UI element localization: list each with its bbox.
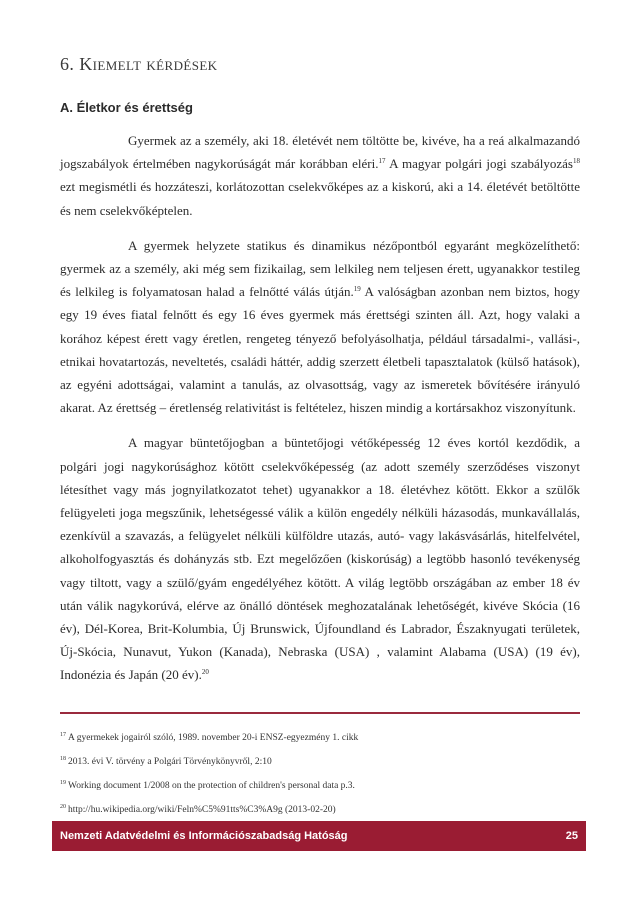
- footnote-ref-18[interactable]: 18: [573, 157, 580, 166]
- footnote-link[interactable]: http://hu.wikipedia.org/wiki/Feln%C5%91tts%C3%A9g (2013-02-20): [68, 805, 336, 815]
- chapter-title: Kiemelt kérdések: [79, 54, 218, 74]
- paragraph-1-part-1: Gyermek az a személy, aki 18. életévét nem töltötte be, kivéve, ha a reá alkalmazandó jogszabályok értelmében nagykorúságát már korábban eléri.: [60, 133, 580, 172]
- footnote-18: [60, 750, 580, 774]
- footnote-number: 17: [60, 732, 66, 738]
- paragraph-2-part-2: A valóságban azonban nem biztos, hogy egy 19 éves fiatal felnőtt és egy 16 éves gyermek más érettségi szinten áll. Azt, hogy valaki a korához képest érett vagy éretlen, rengeteg tényező befolyásolhatja, például társadalmi-, vallási-, etnikai hovatartozás, neveltetés, családi háttér, addig szerzett életbeli tapasztalatok (külső hatások), az egyéni adottságai, valamint a tanulás, az olvasottság, vagy az ismeretek bővítésére irányuló akarat. Az érettség – éretlenség relativitást is feltételez, hiszen mindig a kortársakhoz viszonyítunk.: [60, 284, 580, 416]
- footnote-ref-20[interactable]: 20: [201, 668, 209, 677]
- paragraph-2: [60, 234, 580, 420]
- footnote-number: 18: [60, 756, 66, 762]
- paragraph-3: [60, 431, 580, 686]
- paragraph-3-part-1: A magyar büntetőjogban a büntetőjogi vétőképesség 12 éves kortól kezdődik, a polgári jogi nagykorúsághoz kötött cselekvőképesség (az adott személy szerződéses viszonyt létesíthet vagy más jognyilatkozatot tehet) ugyanakkor a 18. életévhez kötött. Ekkor a szülők felügyeleti joga megszűnik, lehetségessé válik a külön engedély nélküli házasodás, munkavállalás, ezenkívül a szavazás, a felügyelet nélküli külföldre utazás, autó- vagy lakásvásárlás, hitelfelvétel, alkoholfogyasztás és dohányzás stb. Ezt megelőzően (kiskorúság) a legtöbb hasonló tevékenység vagy tiltott, vagy a szülő/gyám engedélyéhez kötött. A világ legtöbb országában az ember 18 év után válik nagykorúvá, elérve az önálló döntések meghozatalának lehetőségét, kivéve Skócia (16 év), Dél-Korea, Brit-Kolumbia, Új Brunswick, Újfoundland és Labrador, Északnyugati területek, Új-Skócia, Nunavut, Yukon (Kanada), Nebraska (USA) , valamint Alabama (USA) (19 év), Indonézia és Japán (20 év).: [60, 435, 580, 683]
- footnote-text: A gyermekek jogairól szóló, 1989. november 20-i ENSZ-egyezmény 1. cikk: [68, 733, 359, 743]
- footnote-19: [60, 774, 580, 798]
- paragraph-2-part-1: A gyermek helyzete statikus és dinamikus nézőpontból egyaránt megközelíthető: gyermek az a személy, aki még sem fizikailag, sem lelkileg nem teljesen érett, ugyanakkor testileg és lelkileg is folyamatosan halad a felnőtté válás útján.: [60, 237, 580, 300]
- chapter-heading: [60, 54, 217, 75]
- section-heading: A. Életkor és érettség: [60, 100, 193, 115]
- footnote-20: [60, 798, 580, 822]
- footnote-text: Working document 1/2008 on the protection of children's personal data p.3.: [68, 781, 355, 791]
- footnote-number: 19: [60, 780, 66, 786]
- page-number: 25: [565, 830, 578, 842]
- footnote-number: 20: [60, 804, 66, 810]
- footnote-ref-19[interactable]: 19: [353, 285, 361, 294]
- footer-organization: Nemzeti Adatvédelmi és Információszabadság Hatóság: [60, 830, 348, 842]
- body-text: [60, 129, 580, 699]
- paragraph-1-part-3: ezt megismétli és hozzáteszi, korlátozottan cselekvőképes az a kiskorú, aki a 14. életévét betöltötte és nem cselekvőképtelen.: [60, 179, 580, 218]
- paragraph-1-part-2: A magyar polgári jogi szabályozás: [385, 156, 573, 172]
- footnotes: [60, 726, 580, 822]
- footnote-text: 2013. évi V. törvény a Polgári Törvénykönyvről, 2:10: [68, 757, 272, 767]
- paragraph-1: [60, 129, 580, 222]
- footnote-17: [60, 726, 580, 750]
- page-footer: [52, 821, 586, 851]
- chapter-number: 6.: [60, 54, 75, 74]
- footnote-divider: [60, 712, 580, 714]
- footnote-ref-17[interactable]: 17: [378, 157, 386, 166]
